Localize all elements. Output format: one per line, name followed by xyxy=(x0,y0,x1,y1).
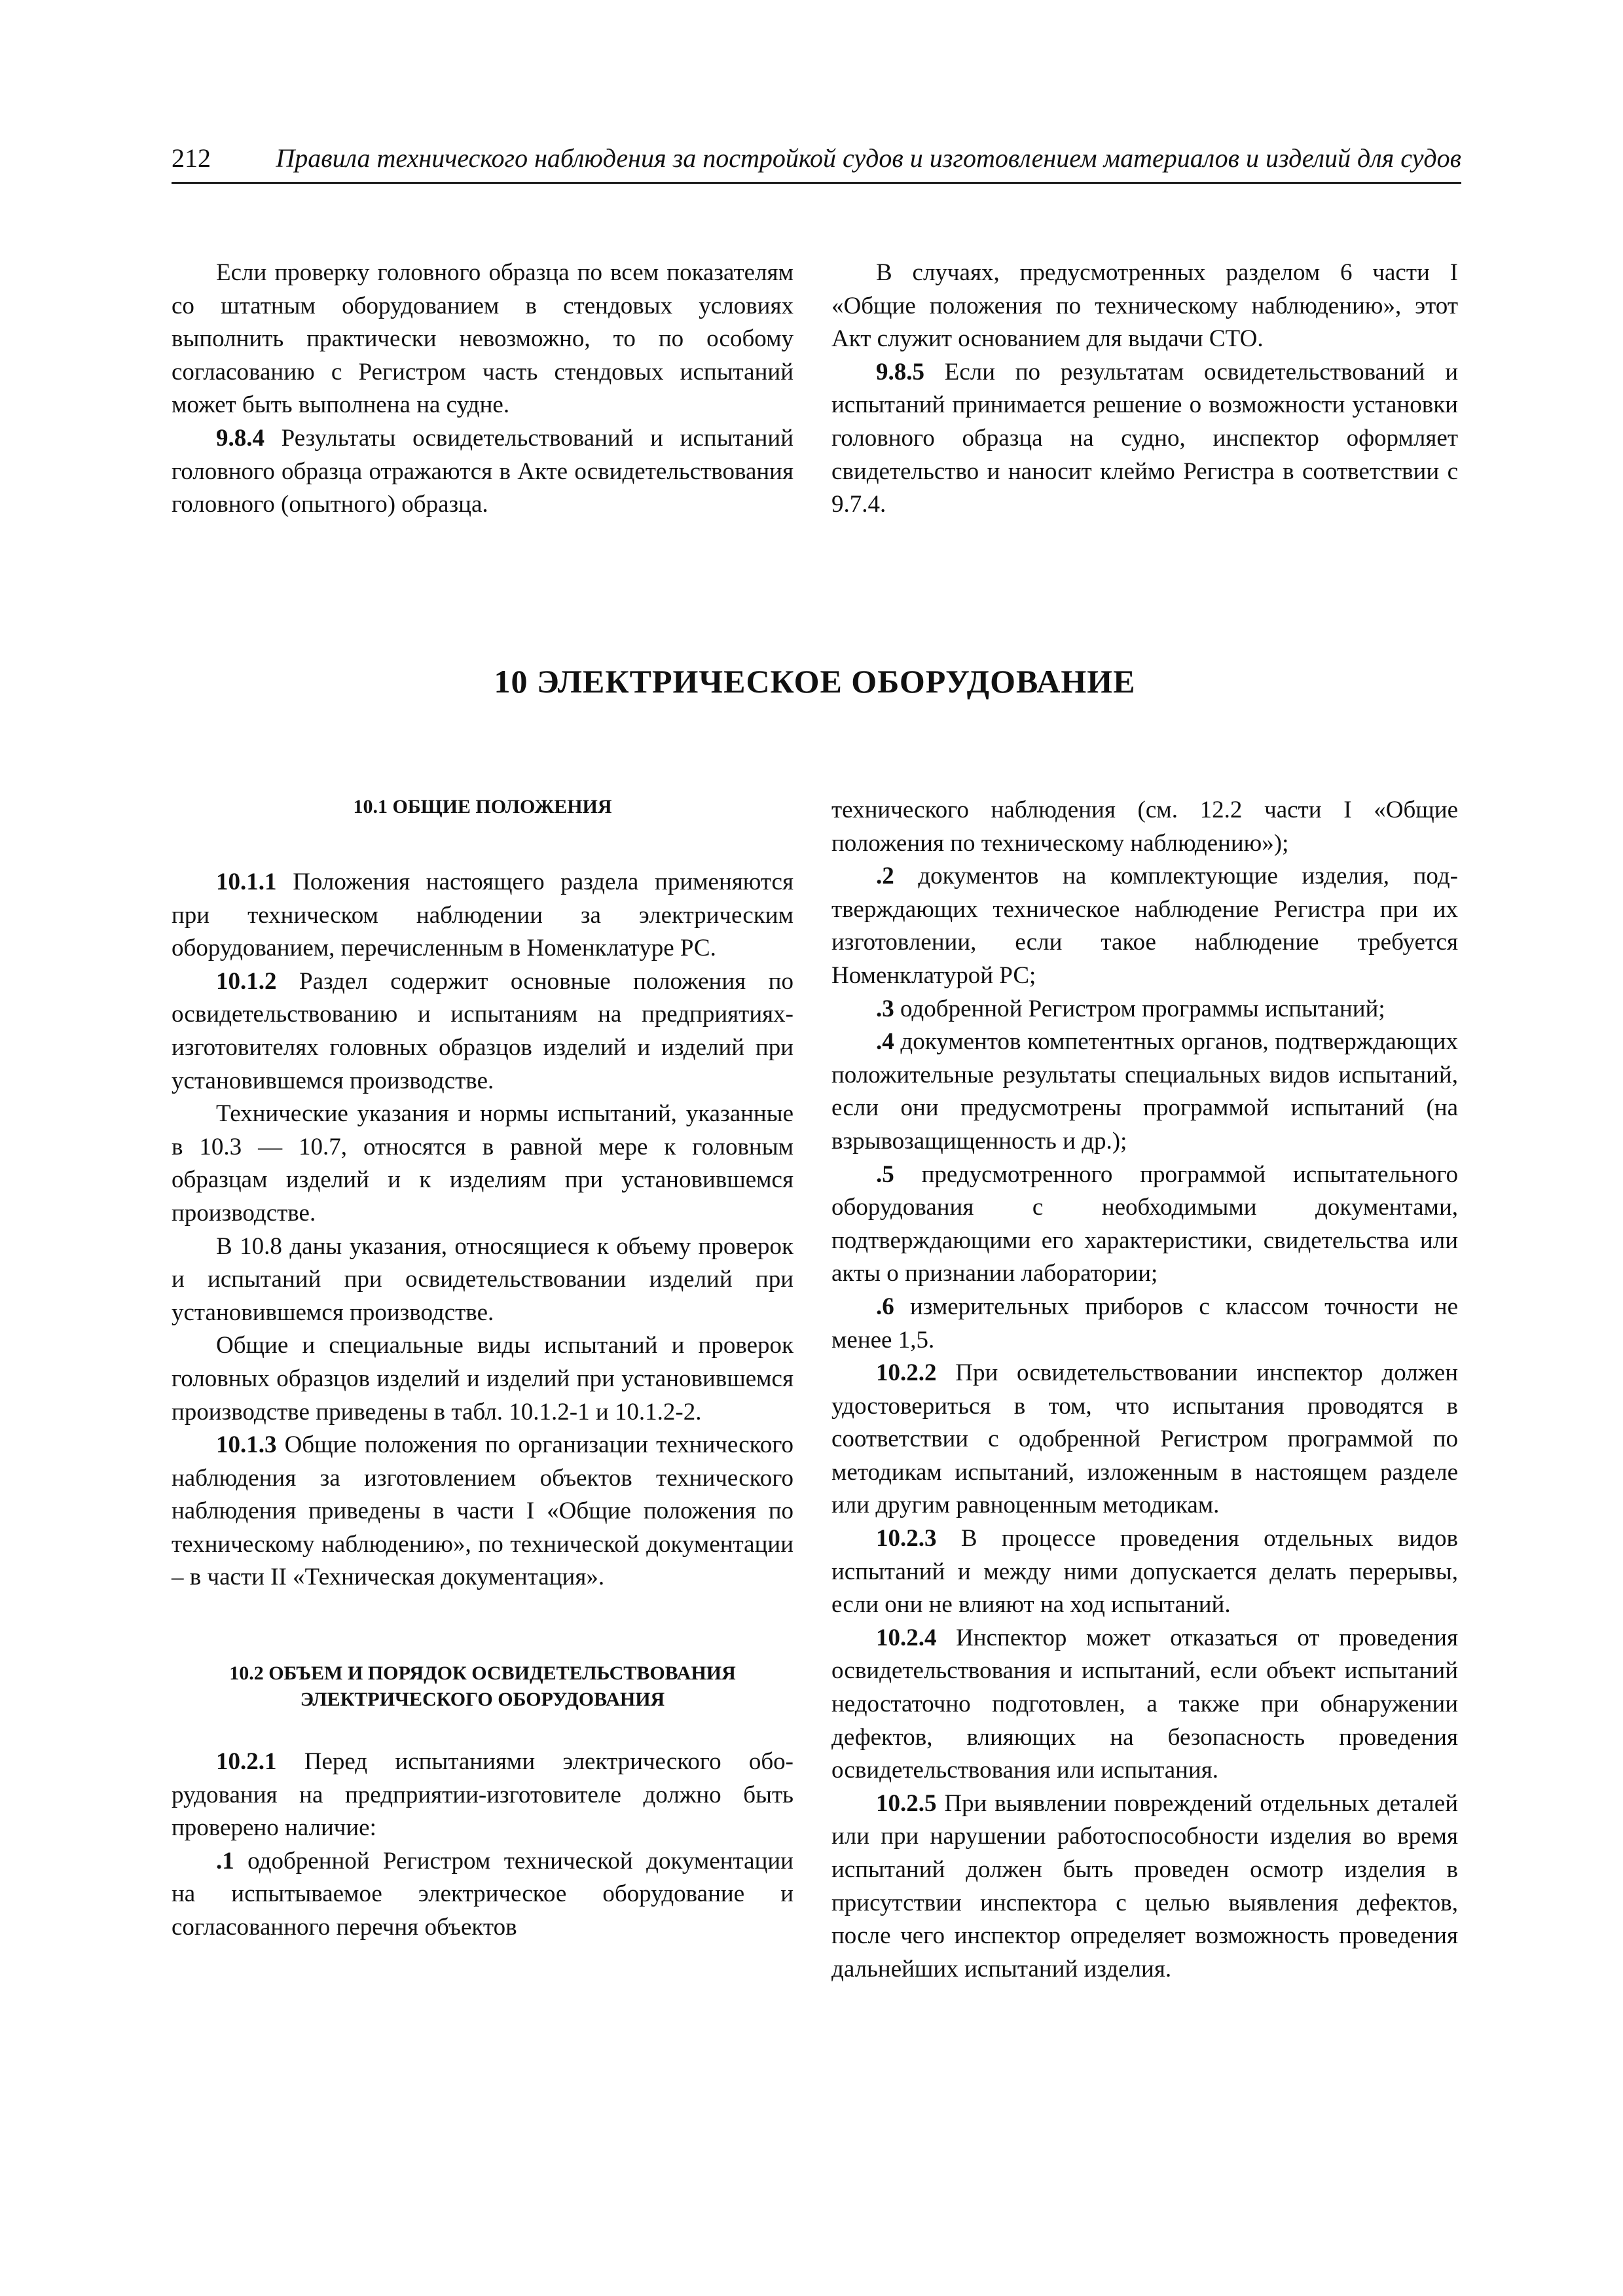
list-item-6 xyxy=(831,1291,1458,1357)
list-item-3 xyxy=(831,993,1458,1026)
item-number: .1 xyxy=(216,1847,234,1874)
clause-number: 10.1.2 xyxy=(216,967,277,995)
item-number: .3 xyxy=(876,995,894,1022)
paragraph: В 10.8 даны указания, относящиеся к объему проверок и испытаний при освидетельствовании изделий при установившемся производстве. xyxy=(172,1232,793,1326)
clause-text: Если по результатам освидетельствований и испытаний принимается решение о возможности установки головного образца на судно, инспектор оформляет свидетельство и наносит клеймо Регистра в соответствии с 9.7.4. xyxy=(831,358,1458,518)
item-text: одобренной Регистром технической документации на испытываемое электрическое оборудование и согласованного перечня объектов xyxy=(172,1847,793,1941)
clause-number: 10.1.3 xyxy=(216,1431,277,1459)
paragraph-10-1-3 xyxy=(172,1429,793,1594)
clause-text: При выявлении повреждений отдельных деталей или при нарушении работоспособности изделия во время испытаний должен быть проведен осмотр изделия в присутствии инспектора с целью выявления дефектов, после чего инспектор определяет возможность проведения дальнейших испытаний изделия. xyxy=(831,1789,1458,1982)
clause-number: 10.2.3 xyxy=(876,1525,937,1552)
item-text: одобренной Регистром программы испытаний; xyxy=(894,995,1385,1022)
list-item-1 xyxy=(172,1845,793,1945)
item-text: документов на комплектующие изделия, подтверждающих техническое наблюдение Регистра при их изготовлении, если такое наблюдение требуется Номенклатурой РС; xyxy=(831,863,1458,989)
clause-number: 10.1.1 xyxy=(216,869,277,895)
paragraph-10-1-2 xyxy=(172,965,793,1098)
item-number: .5 xyxy=(876,1160,894,1188)
item-number: .2 xyxy=(876,863,894,890)
section-heading-10-2: 10.2 ОБЪЕМ И ПОРЯДОК ОСВИДЕТЕЛЬСТВОВАНИЯ ЭЛЕКТРИЧЕСКОГО ОБОРУДОВАНИЯ xyxy=(229,1662,736,1711)
clause-text: Перед испытаниями электрического оборудования на предприятии-изготовителе должно быть проверено наличие: xyxy=(172,1748,793,1842)
paragraph-9-8-4 xyxy=(172,422,793,522)
page-header xyxy=(172,143,1461,184)
paragraph: Общие и специальные виды испытаний и проверок головных образцов изделий и изделий при установившемся производстве приведены в табл. 10.1.2-1 и 10.1.2-2. xyxy=(172,1332,793,1426)
paragraph-10-2-2 xyxy=(831,1357,1458,1522)
item-number: .6 xyxy=(876,1293,894,1320)
clause-number: 9.8.5 xyxy=(876,358,924,386)
top-left-column xyxy=(172,257,793,522)
left-column xyxy=(172,794,793,1945)
clause-text: В процессе проведения отдельных видов испытаний и между ними допускается делать перерывы, если они не влияют на ход испытаний. xyxy=(831,1525,1458,1619)
paragraph-9-8-5 xyxy=(831,356,1458,522)
clause-number: 10.2.4 xyxy=(876,1624,937,1651)
clause-number: 10.2.5 xyxy=(876,1789,937,1817)
list-item-1-continued: технического наблюдения (см. 12.2 части I «Общие положения по техническому наблюдению»); xyxy=(831,797,1458,857)
item-text: документов компетентных органов, подтверждающих положительные результаты специальных видов испытаний, если они предусмотрены программой испытаний (на взрывозащищенность и др.); xyxy=(831,1028,1458,1155)
paragraph-10-2-5 xyxy=(831,1787,1458,1986)
clause-number: 9.8.4 xyxy=(216,424,264,452)
paragraph-10-1-1 xyxy=(172,866,793,965)
clause-number: 10.2.2 xyxy=(876,1359,937,1387)
clause-text: Раздел содержит основные положения по освидетельствованию и испытаниям на предприятиях-изготовителях головных образцов изделий и изделий при установившемся производстве. xyxy=(172,967,793,1094)
list-item-5 xyxy=(831,1158,1458,1291)
item-text: измерительных приборов с классом точности не менее 1,5. xyxy=(831,1293,1458,1354)
right-column xyxy=(831,794,1458,1986)
item-text: предусмотренного программой испытательного оборудования с необходимыми документами, подтверждающими его характеристики, свидетельства или акты о признании лаборатории; xyxy=(831,1160,1458,1287)
paragraph: Технические указания и нормы испытаний, указанные в 10.3 — 10.7, относятся в равной мере к головным образцам изделий и к изделиям при установившемся производстве. xyxy=(172,1100,793,1227)
clause-text: Инспектор может отказаться от проведения освидетельствования и испытаний, если объект испытаний недостаточно подготовлен, а также при обнаружении дефектов, влияющих на безопасность проведения освидетельствования или испытания. xyxy=(831,1624,1458,1784)
paragraph-10-2-3 xyxy=(831,1522,1458,1622)
chapter-title: 10 ЭЛЕКТРИЧЕСКОЕ ОБОРУДОВАНИЕ xyxy=(494,663,1136,700)
clause-text: Общие положения по организации технического наблюдения за изготовлением объектов технического наблюдения приведены в части I «Общие положения по техническому наблюдению», по технической документации – в части II «Техническая документация». xyxy=(172,1431,793,1591)
clause-number: 10.2.1 xyxy=(216,1748,277,1776)
paragraph-10-2-1 xyxy=(172,1746,793,1845)
clause-text: При освидетельствовании инспектор должен удостовериться в том, что испытания проводятся в соответствии с одобренной Регистром программой по методикам испытаний, изложенным в настоящем разделе или другим равноценным методикам. xyxy=(831,1359,1458,1519)
section-heading-10-1: 10.1 ОБЩИЕ ПОЛОЖЕНИЯ xyxy=(353,796,612,817)
clause-text: Положения настоящего раздела применяются при техническом наблюдении за электрическим оборудованием, перечисленным в Номенклатуре РС. xyxy=(172,869,793,962)
paragraph: В случаях, предусмотренных разделом 6 части I «Общие положения по техническому наблюдению», этот Акт служит основанием для выдачи СТО. xyxy=(831,259,1458,353)
top-right-column xyxy=(831,257,1458,522)
paragraph: Если проверку головного образца по всем показателям со штатным оборудованием в стендовых условиях выполнить практически невозможно, то по особому согласованию с Регистром часть стендовых испытаний может быть выполнена на судне. xyxy=(172,259,793,419)
list-item-4 xyxy=(831,1026,1458,1158)
page-number: 212 xyxy=(172,143,211,173)
paragraph-10-2-4 xyxy=(831,1622,1458,1787)
list-item-2 xyxy=(831,860,1458,992)
running-title: Правила технического наблюдения за постройкой судов и изготовлением материалов и изделий для судов xyxy=(276,143,1461,173)
clause-text: Результаты освидетельствований и испытаний головного образца отражаются в Акте освидетельствования головного (опытного) образца. xyxy=(172,424,793,518)
item-number: .4 xyxy=(876,1028,894,1056)
